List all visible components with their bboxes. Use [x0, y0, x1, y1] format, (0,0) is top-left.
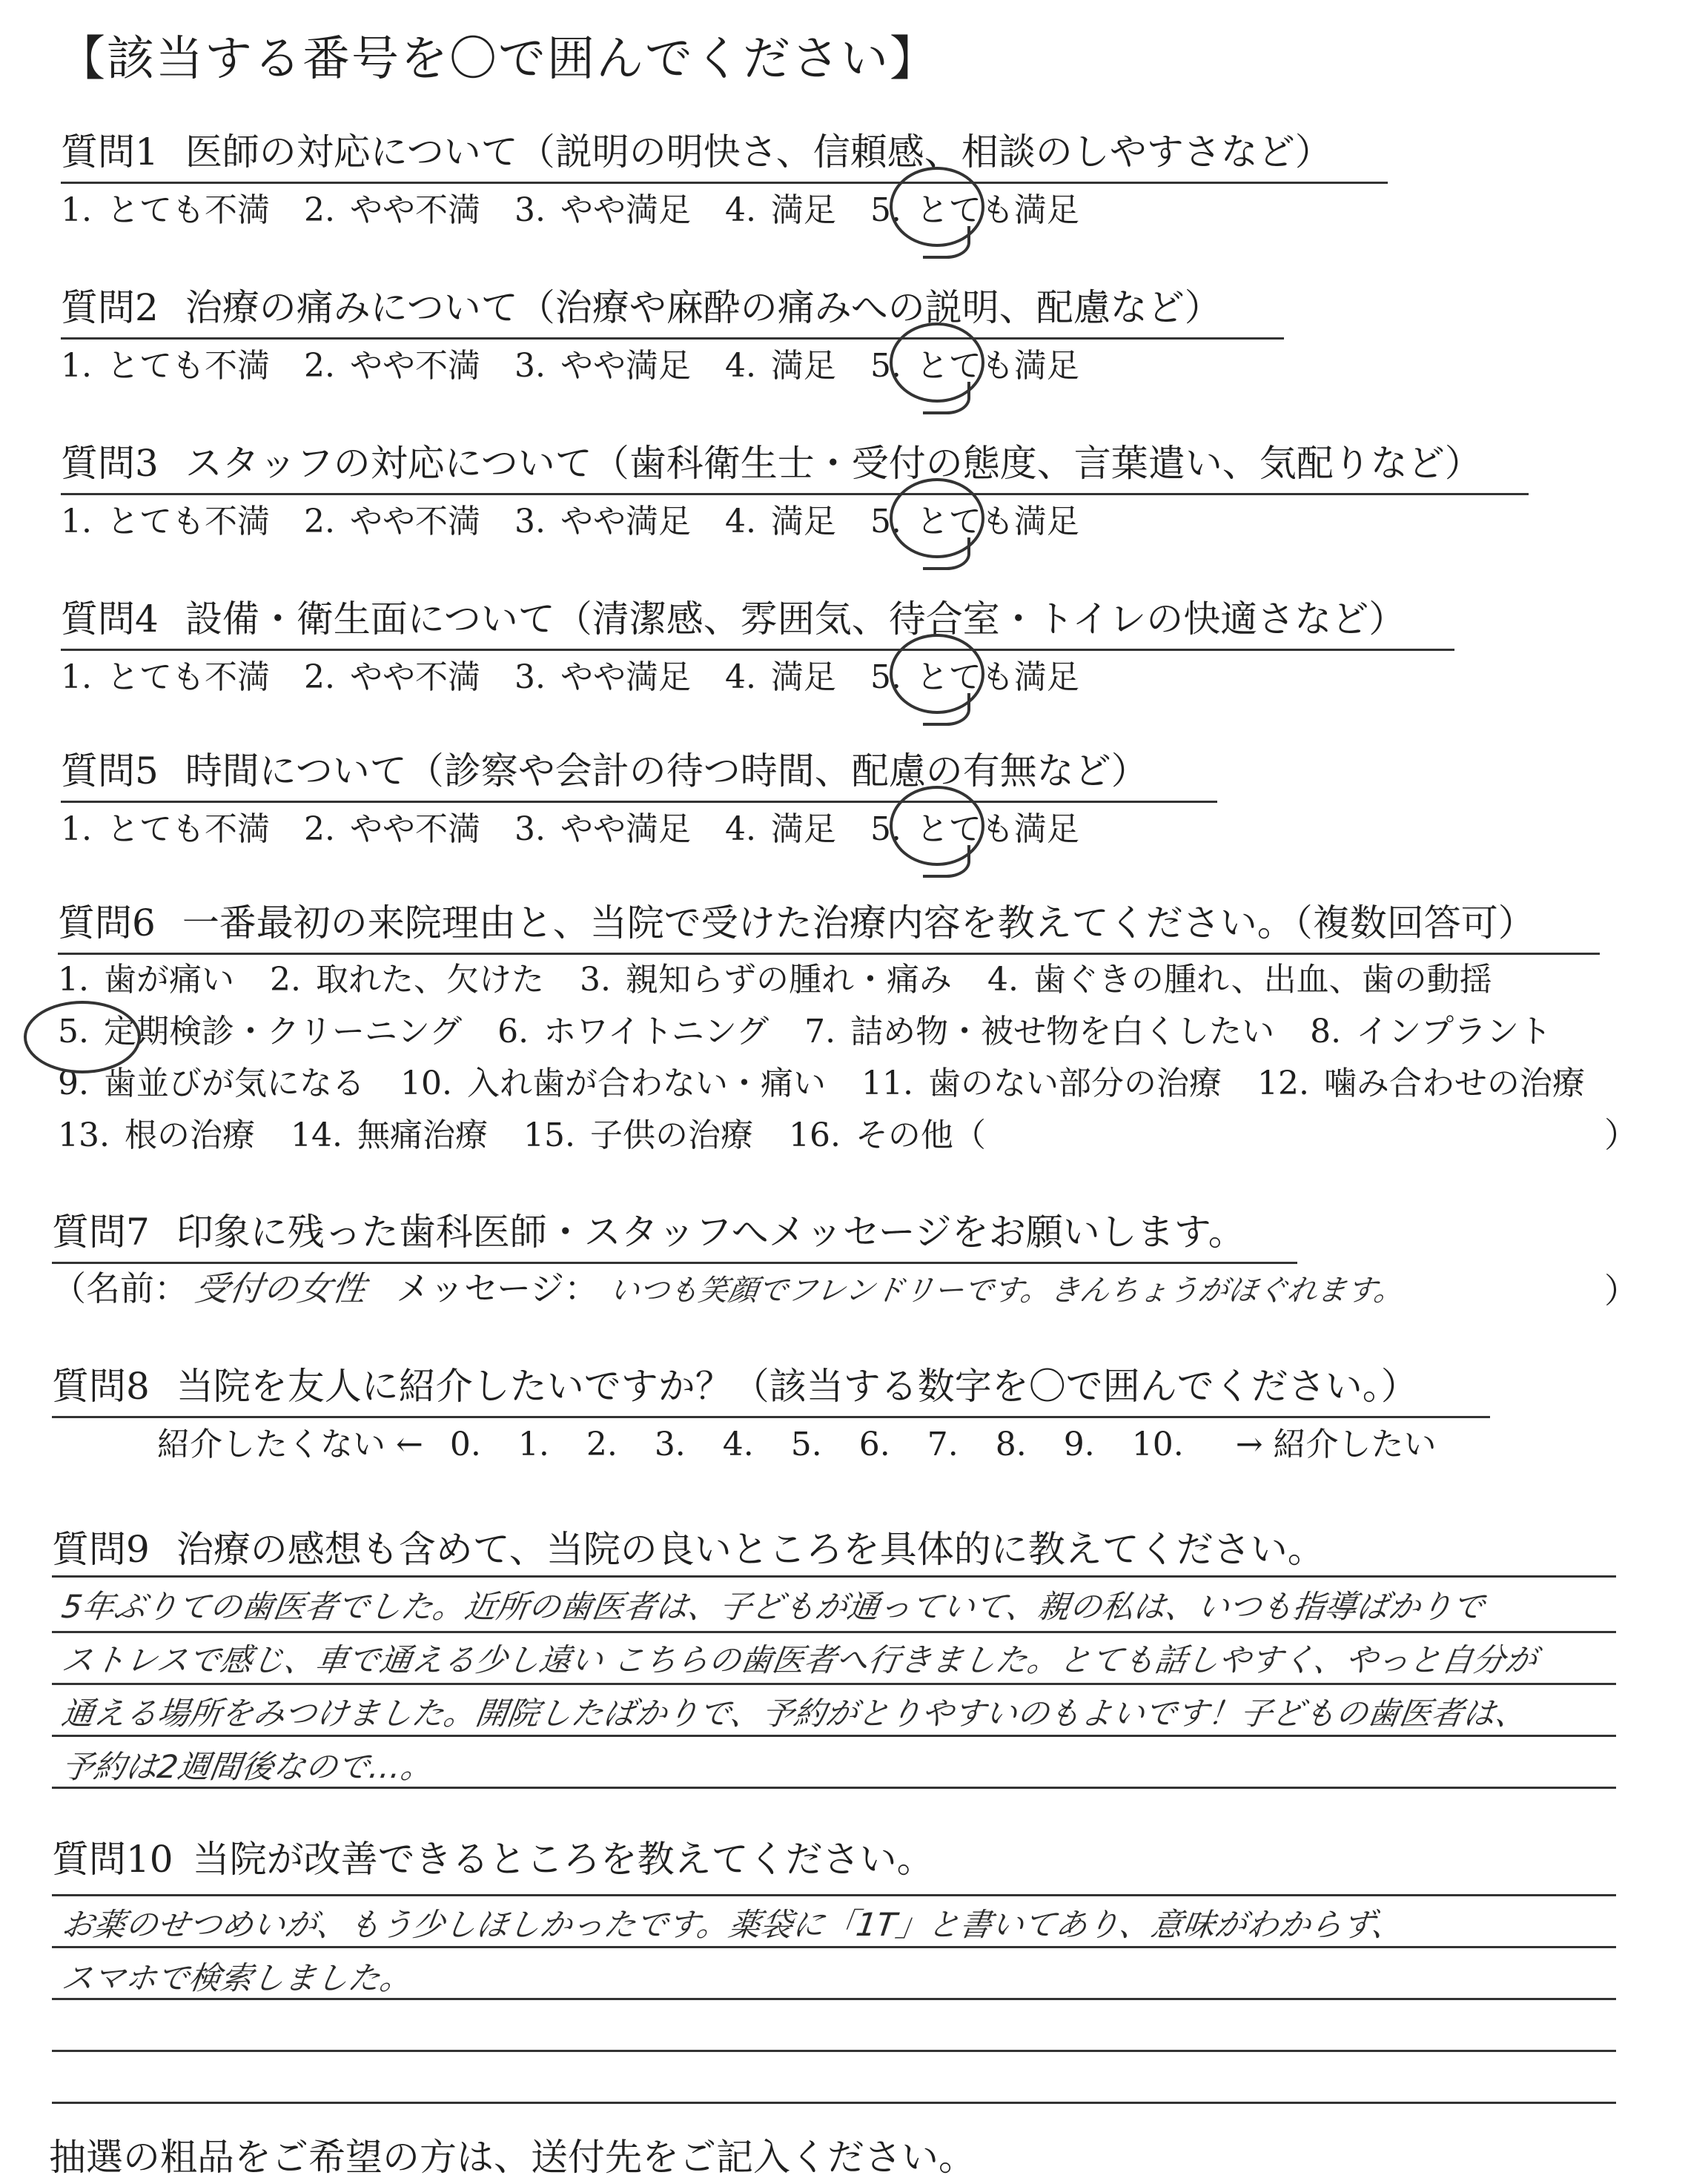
q8-number-option[interactable]: 1.	[517, 1426, 549, 1463]
form-heading: 【該当する番号を〇で囲んでください】	[58, 32, 939, 87]
q4-option-4[interactable]	[725, 650, 836, 698]
option-label: やや不満	[349, 347, 480, 385]
q6-option[interactable]	[497, 1005, 769, 1052]
q8-number-option[interactable]: 9.	[1063, 1426, 1095, 1463]
option-number: 13.	[58, 1116, 110, 1154]
q1-options	[61, 183, 1113, 231]
q2-option-2[interactable]	[304, 339, 480, 386]
q2-options	[61, 339, 1113, 386]
option-number: 16.	[788, 1116, 841, 1154]
option-label: とても不満	[106, 503, 270, 540]
option-label: とても不満	[106, 658, 270, 696]
q4-option-1[interactable]	[61, 650, 270, 698]
q6-row-1	[58, 953, 1528, 1000]
q1-title	[61, 122, 1388, 184]
q6-row-2	[58, 1005, 1587, 1052]
q2-number: 質問2	[61, 286, 159, 329]
q5-option-2[interactable]	[304, 802, 480, 850]
q9-answer-text[interactable]: 通える場所をみつけました。開院したばかりで、予約がとりやすいのもよいです！子どもの歯医者は、	[59, 1695, 1530, 1732]
option-number: 15.	[523, 1116, 575, 1154]
q6-option[interactable]	[861, 1056, 1222, 1104]
q6-title	[58, 893, 1600, 955]
q3-options	[61, 494, 1113, 542]
q8-text: 当院を友人に紹介したいですか？（該当する数字を〇で囲んでください。）	[176, 1365, 1418, 1408]
option-number: 2.	[303, 810, 335, 848]
q9-ruled-line	[52, 1575, 1616, 1578]
q10-ruled-line	[52, 1946, 1616, 1948]
q4-number: 質問4	[61, 598, 159, 641]
q1-option-3[interactable]	[514, 183, 691, 231]
q8-scale	[157, 1417, 1437, 1465]
q9-ruled-line	[52, 1683, 1616, 1685]
q2-title	[61, 278, 1284, 340]
q10-title	[52, 1830, 934, 1883]
q8-number-option[interactable]: 6.	[858, 1426, 890, 1463]
option-number: 5.	[870, 658, 901, 696]
option-number: 6.	[497, 1013, 529, 1050]
q6-option[interactable]	[804, 1005, 1274, 1052]
q5-option-4[interactable]	[725, 802, 836, 850]
option-label: 満足	[770, 810, 836, 848]
q5-option-1[interactable]	[61, 802, 270, 850]
option-label: やや不満	[349, 191, 480, 229]
option-label: インプラント	[1356, 1013, 1552, 1050]
option-number: 3.	[579, 961, 611, 999]
q8-number-option[interactable]: 5.	[790, 1426, 822, 1463]
option-label: とても不満	[106, 191, 270, 229]
option-number: 5.	[870, 191, 901, 229]
option-number: 1.	[61, 347, 92, 385]
q4-option-3[interactable]	[514, 650, 691, 698]
option-label: 歯並びが気になる	[103, 1065, 365, 1102]
q10-number: 質問10	[52, 1838, 173, 1881]
option-number: 8.	[1310, 1013, 1342, 1050]
option-number: 1.	[58, 961, 89, 999]
q7-title	[52, 1202, 1297, 1264]
option-number: 2.	[303, 347, 335, 385]
option-label: 満足	[770, 191, 836, 229]
q2-option-5[interactable]	[870, 339, 1079, 386]
q7-message-label: メッセージ：	[396, 1268, 599, 1308]
q6-text: 一番最初の来院理由と、当院で受けた治療内容を教えてください。（複数回答可）	[182, 901, 1535, 944]
q7-close-paren: ）	[1604, 1271, 1638, 1311]
option-number: 4.	[724, 658, 756, 696]
q1-option-2[interactable]	[304, 183, 480, 231]
option-number: 11.	[861, 1065, 913, 1102]
option-number: 1.	[61, 191, 92, 229]
q5-text: 時間について（診察や会計の待つ時間、配慮の有無など）	[185, 749, 1148, 792]
q1-option-4[interactable]	[725, 183, 836, 231]
q5-option-3[interactable]	[514, 802, 691, 850]
q6-option[interactable]	[789, 1108, 986, 1156]
option-label: やや満足	[560, 347, 691, 385]
option-number: 3.	[514, 503, 546, 540]
q9-ruled-line	[52, 1631, 1616, 1633]
option-label: やや不満	[349, 658, 480, 696]
q4-options	[61, 650, 1113, 698]
q2-option-4[interactable]	[725, 339, 836, 386]
q8-right-label: → 紹介したい	[1235, 1426, 1437, 1463]
option-number: 12.	[1257, 1065, 1309, 1102]
q6-option[interactable]	[58, 1005, 462, 1052]
option-label: とても不満	[106, 347, 270, 385]
q10-answer-text[interactable]: スマホで検索しました。	[59, 1960, 415, 1997]
q6-number: 質問6	[58, 901, 156, 944]
q6-close-paren: ）	[1604, 1115, 1638, 1155]
q10-ruled-line	[52, 2050, 1616, 2052]
option-label: とても満足	[916, 658, 1079, 696]
option-label: 満足	[770, 503, 836, 540]
q10-ruled-line	[52, 1894, 1616, 1896]
option-number: 5.	[870, 347, 901, 385]
option-label: やや満足	[560, 191, 691, 229]
q1-circle-stroke	[923, 226, 970, 259]
option-label: 根の治療	[124, 1116, 255, 1154]
option-number: 2.	[303, 191, 335, 229]
q3-circle-stroke	[923, 537, 970, 570]
q9-ruled-line	[52, 1735, 1616, 1737]
q5-circle-stroke	[923, 845, 970, 878]
option-number: 2.	[269, 961, 301, 999]
q3-option-2[interactable]	[304, 494, 480, 542]
option-number: 5.	[870, 810, 901, 848]
q2-option-3[interactable]	[514, 339, 691, 386]
q6-option[interactable]	[58, 1056, 365, 1104]
option-label: 入れ歯が合わない・痛い	[466, 1065, 826, 1102]
option-number: 4.	[724, 191, 756, 229]
option-label: とても満足	[916, 503, 1079, 540]
q6-row-4	[58, 1108, 1022, 1156]
q7-text: 印象に残った歯科医師・スタッフへメッセージをお願いします。	[176, 1211, 1245, 1254]
q10-answer-text[interactable]: お薬のせつめいが、もう少しほしかったです。薬袋に「1T」と書いてあり、意味がわからず、	[59, 1907, 1406, 1944]
q7-answer-line	[52, 1262, 1404, 1311]
q2-option-1[interactable]	[61, 339, 270, 386]
q4-text: 設備・衛生面について（清潔感、雰囲気、待合室・トイレの快適さなど）	[185, 598, 1406, 641]
option-label: ホワイトニング	[543, 1013, 769, 1050]
q7-name-label: （名前：	[52, 1268, 188, 1308]
option-label: 無痛治療	[357, 1116, 488, 1154]
q5-options	[61, 802, 1113, 850]
q6-option[interactable]	[580, 953, 952, 1000]
option-label: 満足	[770, 347, 836, 385]
option-number: 4.	[724, 347, 756, 385]
option-number: 3.	[514, 658, 546, 696]
q4-option-5[interactable]	[870, 650, 1079, 698]
q8-number: 質問8	[52, 1365, 150, 1408]
option-number: 4.	[724, 503, 756, 540]
q5-option-5[interactable]	[870, 802, 1079, 850]
option-number: 3.	[514, 347, 546, 385]
option-number: 2.	[303, 503, 335, 540]
q8-number-option[interactable]: 2.	[586, 1426, 618, 1463]
q8-number-option[interactable]: 8.	[995, 1426, 1027, 1463]
q8-number-option[interactable]: 10.	[1131, 1426, 1184, 1463]
q9-answer-text[interactable]: ストレスで感じ、車で通える少し遠い こちらの歯医者へ行きました。とても話しやすく、やっと自分が	[59, 1642, 1540, 1679]
q5-number: 質問5	[61, 749, 159, 792]
q1-option-1[interactable]	[61, 183, 270, 231]
q7-number: 質問7	[52, 1211, 150, 1254]
option-number: 4.	[987, 961, 1019, 999]
option-label: とても満足	[916, 347, 1079, 385]
q10-text: 当院が改善できるところを教えてください。	[192, 1838, 934, 1881]
option-label: 詰め物・被せ物を白くしたい	[850, 1013, 1275, 1050]
q4-title	[61, 589, 1454, 651]
q9-answer-text[interactable]: 予約は2週間後なので…。	[59, 1749, 436, 1786]
q6-option[interactable]	[987, 953, 1492, 1000]
q1-option-5[interactable]	[870, 183, 1079, 231]
q9-answer-text[interactable]: 5年ぶりての歯医者でした。近所の歯医者は、子どもが通っていて、親の私は、いつも指導ばかりで	[59, 1589, 1487, 1626]
q3-title	[61, 434, 1529, 495]
option-number: 1.	[61, 658, 92, 696]
option-label: 歯ぐきの腫れ、出血、歯の動揺	[1033, 961, 1492, 999]
option-label: 親知らずの腫れ・痛み	[625, 961, 952, 999]
option-number: 7.	[804, 1013, 836, 1050]
option-number: 9.	[58, 1065, 89, 1102]
option-label: とても満足	[916, 810, 1079, 848]
q9-title	[52, 1520, 1325, 1573]
q8-number-option[interactable]: 4.	[722, 1426, 754, 1463]
q4-option-2[interactable]	[304, 650, 480, 698]
option-number: 3.	[514, 191, 546, 229]
q7-name-value[interactable]: 受付の女性	[192, 1268, 369, 1308]
q3-option-4[interactable]	[725, 494, 836, 542]
q2-text: 治療の痛みについて（治療や麻酔の痛みへの説明、配慮など）	[185, 286, 1222, 329]
option-number: 14.	[290, 1116, 342, 1154]
option-number: 5.	[870, 503, 901, 540]
option-number: 10.	[400, 1065, 452, 1102]
option-number: 4.	[724, 810, 756, 848]
q3-option-3[interactable]	[514, 494, 691, 542]
option-label: やや不満	[349, 503, 480, 540]
q6-row-3	[58, 1056, 1621, 1104]
option-number: 3.	[514, 810, 546, 848]
q3-option-5[interactable]	[870, 494, 1079, 542]
q5-title	[61, 741, 1217, 803]
q9-text: 治療の感想も含めて、当院の良いところを具体的に教えてください。	[176, 1528, 1325, 1571]
q3-option-1[interactable]	[61, 494, 270, 542]
option-label: やや満足	[560, 503, 691, 540]
option-label: その他（	[855, 1116, 986, 1154]
option-label: とても不満	[106, 810, 270, 848]
q6-option[interactable]	[1310, 1005, 1552, 1052]
q8-left-label: 紹介したくない ←	[157, 1426, 423, 1463]
q3-text: スタッフの対応について（歯科衛生士・受付の態度、言葉遣い、気配りなど）	[185, 442, 1482, 485]
q2-circle-stroke	[923, 382, 970, 414]
option-label: とても満足	[916, 191, 1079, 229]
q6-option[interactable]	[291, 1108, 488, 1156]
q6-option[interactable]	[270, 953, 544, 1000]
option-number: 2.	[303, 658, 335, 696]
q8-number-option[interactable]: 3.	[654, 1426, 686, 1463]
q6-option[interactable]	[523, 1108, 753, 1156]
option-label: 定期検診・クリーニング	[103, 1013, 463, 1050]
q8-title	[52, 1357, 1490, 1418]
q6-option[interactable]	[58, 953, 234, 1000]
q10-ruled-line	[52, 2102, 1616, 2104]
option-label: やや満足	[560, 658, 691, 696]
q4-circle-stroke	[923, 693, 970, 726]
option-label: 子供の治療	[589, 1116, 753, 1154]
footer-note: 抽選の粗品をご希望の方は、送付先をご記入ください。	[49, 2136, 976, 2179]
q6-option[interactable]	[1257, 1056, 1585, 1104]
option-number: 5.	[58, 1013, 89, 1050]
option-label: 歯が痛い	[103, 961, 234, 999]
option-label: やや不満	[349, 810, 480, 848]
q8-number-option[interactable]: 7.	[927, 1426, 959, 1463]
option-number: 1.	[61, 503, 92, 540]
option-label: やや満足	[560, 810, 691, 848]
q7-message-value[interactable]: いつも笑顔でフレンドリーです。きんちょうがほぐれます。	[607, 1274, 1406, 1308]
q6-option[interactable]	[400, 1056, 826, 1104]
q1-number: 質問1	[61, 130, 159, 173]
option-label: 噛み合わせの治療	[1323, 1065, 1585, 1102]
q9-number: 質問9	[52, 1528, 150, 1571]
q1-text: 医師の対応について（説明の明快さ、信頼感、相談のしやすさなど）	[185, 130, 1332, 173]
option-label: 取れた、欠けた	[315, 961, 544, 999]
q8-number-option[interactable]: 0.	[449, 1426, 481, 1463]
q3-number: 質問3	[61, 442, 159, 485]
option-number: 1.	[61, 810, 92, 848]
q6-option[interactable]	[58, 1108, 255, 1156]
option-label: 満足	[770, 658, 836, 696]
option-label: 歯のない部分の治療	[927, 1065, 1222, 1102]
